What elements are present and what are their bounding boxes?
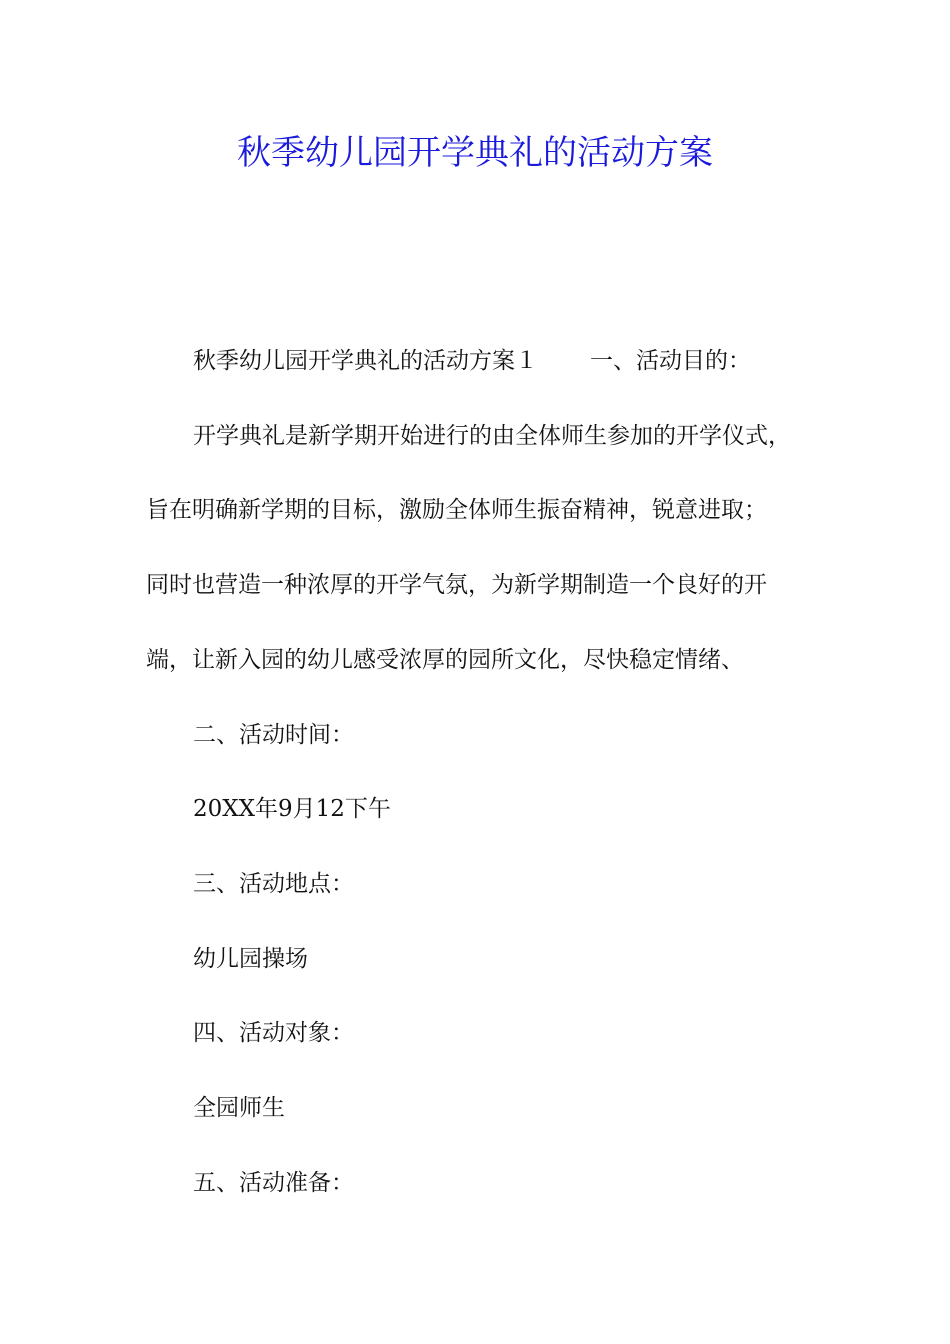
section4-heading: 四、活动对象： (193, 1020, 354, 1046)
section3-heading: 三、活动地点： (193, 871, 354, 897)
paragraph-line-3: 同时也营造一种浓厚的开学气氛，为新学期制造一个良好的开 (146, 572, 767, 598)
section5-heading: 五、活动准备： (193, 1170, 354, 1196)
document-title: 秋季幼儿园开学典礼的活动方案 (237, 133, 713, 173)
paragraph-line-4: 端，让新入园的幼儿感受浓厚的园所文化，尽快稳定情绪、 (146, 647, 744, 673)
paragraph-line-2: 旨在明确新学期的目标，激励全体师生振奋精神，锐意进取； (146, 497, 767, 523)
section2-heading: 二、活动时间： (193, 722, 354, 748)
plan-subtitle: 秋季幼儿园开学典礼的活动方案１ (193, 348, 538, 374)
first-line (193, 345, 751, 377)
section2-value: 20XX年9月12下午 (193, 796, 391, 822)
section1-heading: 一、活动目的： (590, 348, 751, 374)
section4-value: 全园师生 (193, 1095, 285, 1121)
paragraph-line-1: 开学典礼是新学期开始进行的由全体师生参加的开学仪式， (193, 423, 791, 449)
section3-value: 幼儿园操场 (193, 946, 308, 972)
